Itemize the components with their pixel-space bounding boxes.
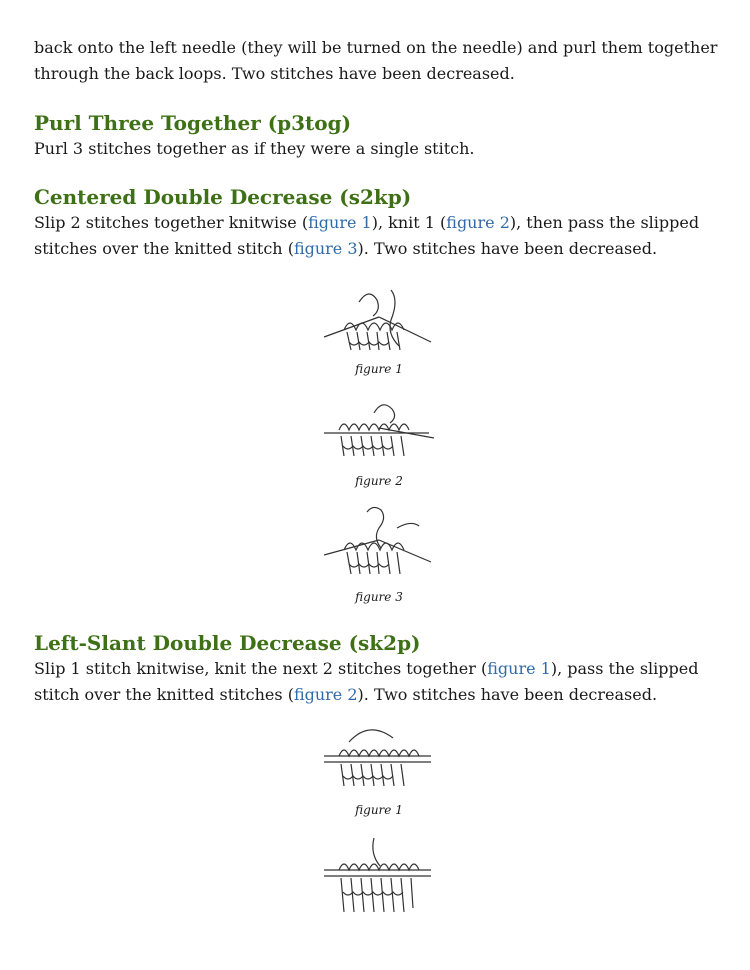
sk2p-figure-2-illustration xyxy=(34,830,724,920)
sk2p-figure-1-caption: figure 1 xyxy=(355,803,403,817)
intro-line-2: through the back loops. Two stitches have been decreased. xyxy=(34,64,515,83)
s2kp-text-2: ), knit 1 ( xyxy=(371,213,447,232)
s2kp-link-figure-3[interactable]: figure 3 xyxy=(293,239,358,258)
p3tog-heading: Purl Three Together (p3tog) xyxy=(34,111,352,135)
sk2p-text-3: stitch over the knitted stitches ( xyxy=(34,685,294,704)
s2kp-figure-1-caption: figure 1 xyxy=(355,362,403,376)
s2kp-text-5: ). Two stitches have been decreased. xyxy=(357,239,658,258)
s2kp-figure-1-illustration xyxy=(34,282,724,352)
s2kp-link-figure-2[interactable]: figure 2 xyxy=(446,213,510,232)
sk2p-heading: Left-Slant Double Decrease (sk2p) xyxy=(34,631,421,655)
s2kp-figure-2-illustration xyxy=(34,398,724,463)
intro-paragraph xyxy=(34,35,717,87)
s2kp-text-4: stitches over the knitted stitch ( xyxy=(34,239,294,258)
s2kp-paragraph xyxy=(34,210,724,262)
sk2p-link-figure-1[interactable]: figure 1 xyxy=(487,659,551,678)
sk2p-text-1: Slip 1 stitch knitwise, knit the next 2 stitches together ( xyxy=(34,659,488,678)
sk2p-text-2: ), pass the slipped xyxy=(550,659,699,678)
s2kp-text-1: Slip 2 stitches together knitwise ( xyxy=(34,213,309,232)
s2kp-text-3: ), then pass the slipped xyxy=(509,213,700,232)
sk2p-link-figure-2[interactable]: figure 2 xyxy=(293,685,358,704)
s2kp-figure-3-caption: figure 3 xyxy=(355,590,403,604)
s2kp-heading: Centered Double Decrease (s2kp) xyxy=(34,185,412,209)
sk2p-text-4: ). Two stitches have been decreased. xyxy=(357,685,658,704)
sk2p-figure-1-illustration xyxy=(34,722,724,792)
sk2p-paragraph xyxy=(34,656,724,708)
intro-line-1: back onto the left needle (they will be turned on the needle) and purl them together xyxy=(34,38,718,57)
s2kp-figure-3-illustration xyxy=(34,500,724,580)
p3tog-text: Purl 3 stitches together as if they were a single stitch. xyxy=(34,139,475,158)
s2kp-figure-2-caption: figure 2 xyxy=(355,474,403,488)
s2kp-link-figure-1[interactable]: figure 1 xyxy=(308,213,372,232)
